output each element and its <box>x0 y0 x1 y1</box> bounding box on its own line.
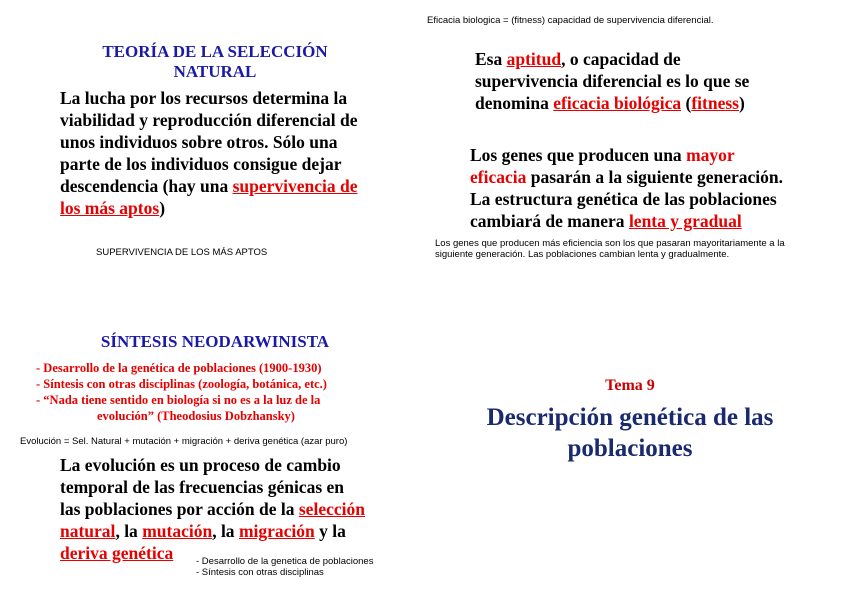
slide2-note-top: Eficacia biologica = (fitness) capacidad de supervivencia diferencial. <box>427 15 714 26</box>
slide2-paragraph-1: Esa aptitud, o capacidad de supervivencia diferencial es lo que se denomina eficacia biológica (fitness) <box>475 49 750 113</box>
slide1-title: TEORÍA DE LA SELECCIÓN NATURAL <box>102 42 328 81</box>
link-migracion[interactable]: migración <box>238 521 315 541</box>
link-natural[interactable]: natural <box>60 521 116 541</box>
bullet-item: - “Nada tiene sentido en biología si no es a la luz de la <box>36 393 321 407</box>
slide3-note-bottom: - Desarrollo de la genetica de poblaciones - Síntesis con otras disciplinas <box>196 556 374 578</box>
link-mutacion[interactable]: mutación <box>142 521 213 541</box>
slide2-note-bottom: Los genes que producen más eficiencia son los que pasaran mayoritariamente a la siguiente generación. Las poblaciones cambian lenta y gradualmente. <box>435 238 785 260</box>
slide4-title: Descripción genética de las poblaciones <box>486 404 774 462</box>
link-seleccion[interactable]: selección <box>298 499 365 519</box>
slide3-note-mid: Evolución = Sel. Natural + mutación + migración + deriva genética (azar puro) <box>20 436 348 447</box>
slide3-title: SÍNTESIS NEODARWINISTA <box>100 332 330 351</box>
link-fitness[interactable]: fitness <box>691 93 739 113</box>
link-mas-aptos[interactable]: los más aptos <box>60 198 160 218</box>
slide3-body: La evolución es un proceso de cambio temporal de las frecuencias génicas en las poblaciones por acción de la selección natural, la mutación, la migración y la deriva genética <box>60 455 365 563</box>
slide4-tema: Tema 9 <box>605 377 655 394</box>
link-deriva-genetica[interactable]: deriva genética <box>60 543 174 563</box>
bullet-item-continuation: evolución” (Theodosius Dobzhansky) <box>97 409 295 423</box>
slide1-body: La lucha por los recursos determina la viabilidad y reproducción diferencial de unos individuos sobre otros. Sólo una parte de los individuos consigue dejar descendencia (hay una supervivencia de los más aptos) <box>60 88 358 218</box>
slide3-bullets <box>36 360 327 424</box>
link-eficacia-biologica[interactable]: eficacia biológica <box>553 93 682 113</box>
link-lenta-gradual[interactable]: lenta y gradual <box>628 211 742 231</box>
link-supervivencia[interactable]: supervivencia de <box>232 176 358 196</box>
bullet-item: - Desarrollo de la genética de poblaciones (1900-1930) <box>36 361 322 375</box>
slide1-note: SUPERVIVENCIA DE LOS MÁS APTOS <box>96 247 268 258</box>
link-aptitud[interactable]: aptitud <box>506 49 562 69</box>
bullet-item: - Síntesis con otras disciplinas (zoología, botánica, etc.) <box>36 377 327 391</box>
slide2-paragraph-2: Los genes que producen una mayor eficacia pasarán a la siguiente generación. La estructura genética de las poblaciones cambiará de manera lenta y gradual <box>470 145 784 231</box>
